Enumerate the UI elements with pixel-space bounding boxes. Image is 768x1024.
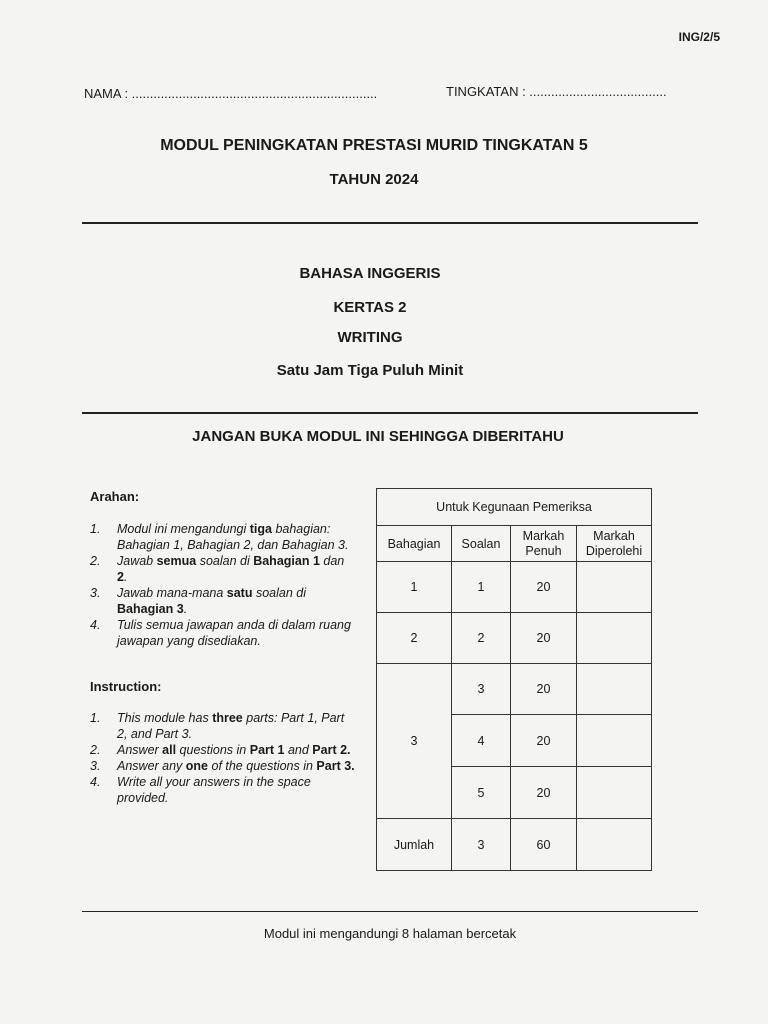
arahan-item-text: Jawab semua soalan di Bahagian 1 dan 2. xyxy=(117,554,345,584)
instruction-item xyxy=(90,710,355,742)
name-field-label: NAMA : .................................................................... xyxy=(84,86,378,101)
divider-top xyxy=(82,222,698,224)
instruction-item-text: Write all your answers in the space provided. xyxy=(117,775,311,805)
cell-soalan: 2 xyxy=(452,613,511,664)
page-count-note: Modul ini mengandungi 8 halaman bercetak xyxy=(263,926,517,941)
instruction-item-text: This module has three parts: Part 1, Part 2, and Part 3. xyxy=(117,711,345,741)
table-row-total xyxy=(377,819,652,871)
instruction-item xyxy=(90,758,355,774)
cell-bahagian: 2 xyxy=(377,613,452,664)
divider-bottom xyxy=(82,911,698,912)
cell-markah-penuh: 20 xyxy=(511,613,577,664)
instruction-item-number: 1. xyxy=(90,711,101,725)
table-row xyxy=(377,613,652,664)
instruction-item xyxy=(90,774,355,806)
arahan-item xyxy=(90,617,355,649)
instruction-list-wrap xyxy=(90,710,355,806)
cell-soalan: 5 xyxy=(452,767,511,819)
cell-markah-diperolehi xyxy=(577,715,652,767)
cell-bahagian: 1 xyxy=(377,562,452,613)
form-field-label: TINGKATAN : ...................................... xyxy=(446,84,667,99)
arahan-item-number: 4. xyxy=(90,618,101,632)
instruction-item-text: Answer any one of the questions in Part 3. xyxy=(117,759,355,773)
instruction-heading: Instruction: xyxy=(90,679,162,694)
paper-code: ING/2/5 xyxy=(678,30,720,44)
cell-total-penuh: 60 xyxy=(511,819,577,871)
cell-soalan: 1 xyxy=(452,562,511,613)
arahan-item-text: Tulis semua jawapan anda di dalam ruang jawapan yang disediakan. xyxy=(117,618,351,648)
cell-total-diperolehi xyxy=(577,819,652,871)
arahan-item-text: Modul ini mengandungi tiga bahagian: Bahagian 1, Bahagian 2, dan Bahagian 3. xyxy=(117,522,349,552)
cell-total-soalan: 3 xyxy=(452,819,511,871)
examiner-table xyxy=(376,488,652,871)
module-title: MODUL PENINGKATAN PRESTASI MURID TINGKATAN 5 xyxy=(160,137,588,154)
instruction-item-number: 3. xyxy=(90,759,101,773)
arahan-heading: Arahan: xyxy=(90,489,140,504)
subject-name: BAHASA INGGERIS xyxy=(299,265,441,282)
arahan-item-number: 2. xyxy=(90,554,101,568)
arahan-list-wrap xyxy=(90,521,355,649)
instruction-item-text: Answer all questions in Part 1 and Part 2. xyxy=(117,743,351,757)
examiner-table-caption: Untuk Kegunaan Pemeriksa xyxy=(377,489,652,526)
cell-markah-penuh: 20 xyxy=(511,562,577,613)
arahan-list xyxy=(90,521,355,649)
cell-markah-diperolehi xyxy=(577,613,652,664)
arahan-section xyxy=(90,489,355,505)
paper-number: KERTAS 2 xyxy=(333,299,407,316)
instruction-list xyxy=(90,710,355,806)
paper-duration: Satu Jam Tiga Puluh Minit xyxy=(276,362,464,379)
cell-markah-diperolehi xyxy=(577,664,652,715)
cell-soalan: 4 xyxy=(452,715,511,767)
instruction-item xyxy=(90,742,355,758)
arahan-item xyxy=(90,553,355,585)
cell-markah-diperolehi xyxy=(577,562,652,613)
divider-middle xyxy=(82,412,698,414)
warning-notice: JANGAN BUKA MODUL INI SEHINGGA DIBERITAHU xyxy=(192,428,564,445)
instruction-item-number: 4. xyxy=(90,775,101,789)
header-soalan: Soalan xyxy=(452,526,511,562)
table-row xyxy=(377,562,652,613)
cell-total-label: Jumlah xyxy=(377,819,452,871)
paper-component: WRITING xyxy=(337,329,403,346)
header-markah-diperolehi: Markah Diperolehi xyxy=(577,526,652,562)
arahan-item xyxy=(90,521,355,553)
cell-bahagian: 3 xyxy=(377,664,452,819)
arahan-item-number: 1. xyxy=(90,522,101,536)
instruction-section xyxy=(90,679,355,695)
cell-markah-penuh: 20 xyxy=(511,715,577,767)
cell-soalan: 3 xyxy=(452,664,511,715)
instruction-item-number: 2. xyxy=(90,743,101,757)
cell-markah-penuh: 20 xyxy=(511,767,577,819)
cell-markah-penuh: 20 xyxy=(511,664,577,715)
arahan-item xyxy=(90,585,355,617)
header-bahagian: Bahagian xyxy=(377,526,452,562)
header-markah-penuh: Markah Penuh xyxy=(511,526,577,562)
module-year: TAHUN 2024 xyxy=(329,171,419,188)
table-row xyxy=(377,664,652,715)
arahan-item-number: 3. xyxy=(90,586,101,600)
arahan-item-text: Jawab mana-mana satu soalan di Bahagian 3. xyxy=(117,586,306,616)
cell-markah-diperolehi xyxy=(577,767,652,819)
